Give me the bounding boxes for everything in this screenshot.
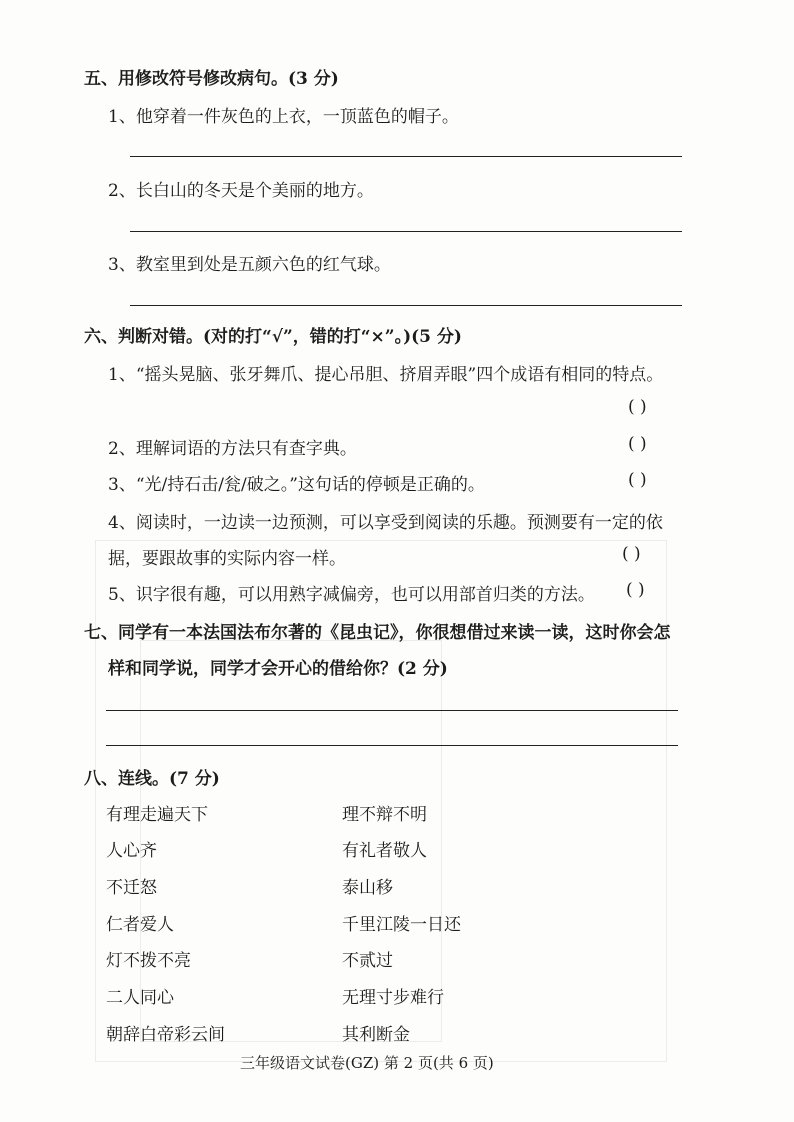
answer-line[interactable] (130, 231, 682, 232)
section6-item-4-cont: 据，要跟故事的实际内容一样。 (108, 549, 346, 569)
match-right-item[interactable]: 千里江陵一日还 (342, 915, 461, 935)
match-right-item[interactable]: 有礼者敬人 (342, 841, 427, 861)
answer-parentheses[interactable]: ( ) (628, 434, 647, 454)
match-right-item[interactable]: 不贰过 (342, 951, 393, 971)
match-right-item[interactable]: 理不辩不明 (342, 805, 427, 825)
match-left-item[interactable]: 人心齐 (106, 841, 157, 861)
match-left-item[interactable]: 有理走遍天下 (106, 805, 208, 825)
section6-item-1: 1、“摇头晃脑、张牙舞爪、提心吊胆、挤眉弄眼”四个成语有相同的特点。 (108, 365, 664, 385)
answer-line[interactable] (106, 710, 678, 711)
section5-item-3: 3、教室里到处是五颜六色的红气球。 (108, 255, 391, 275)
section8-title: 八、连线。(7 分) (84, 769, 220, 789)
section6-item-2: 2、理解词语的方法只有查字典。 (108, 439, 357, 459)
match-right-item[interactable]: 无理寸步难行 (342, 988, 444, 1008)
section5-item-2: 2、长白山的冬天是个美丽的地方。 (108, 181, 374, 201)
answer-parentheses[interactable]: ( ) (628, 470, 647, 490)
match-left-item[interactable]: 二人同心 (106, 988, 174, 1008)
page-footer: 三年级语文试卷(GZ) 第 2 页(共 6 页) (240, 1054, 494, 1072)
answer-line[interactable] (106, 745, 678, 746)
match-left-item[interactable]: 仁者爱人 (106, 915, 174, 935)
answer-line[interactable] (130, 305, 682, 306)
match-right-item[interactable]: 泰山移 (342, 878, 393, 898)
section6-item-5: 5、识字很有趣，可以用熟字减偏旁，也可以用部首归类的方法。 (108, 585, 595, 605)
section7-title-line2: 样和同学说，同学才会开心的借给你？(2 分) (108, 659, 448, 679)
section7-title-line1: 七、同学有一本法国法布尔著的《昆虫记》，你很想借过来读一读，这时你会怎 (84, 623, 671, 643)
match-right-item[interactable]: 其利断金 (342, 1025, 410, 1045)
section6-title: 六、判断对错。(对的打“√”，错的打“×”。)(5 分) (84, 327, 462, 347)
section6-item-3: 3、“光/持石击/瓮/破之。”这句话的停顿是正确的。 (108, 475, 485, 495)
answer-parentheses[interactable]: ( ) (626, 580, 645, 600)
section6-item-4: 4、阅读时，一边读一边预测，可以享受到阅读的乐趣。预测要有一定的依 (108, 513, 663, 533)
answer-line[interactable] (130, 156, 682, 157)
section5-title: 五、用修改符号修改病句。(3 分) (84, 69, 339, 89)
match-left-item[interactable]: 朝辞白帝彩云间 (106, 1025, 225, 1045)
answer-parentheses[interactable]: ( ) (628, 397, 647, 417)
match-left-item[interactable]: 灯不拨不亮 (106, 951, 191, 971)
section5-item-1: 1、他穿着一件灰色的上衣，一顶蓝色的帽子。 (108, 107, 459, 127)
match-left-item[interactable]: 不迁怒 (106, 878, 157, 898)
answer-parentheses[interactable]: ( ) (622, 544, 641, 564)
